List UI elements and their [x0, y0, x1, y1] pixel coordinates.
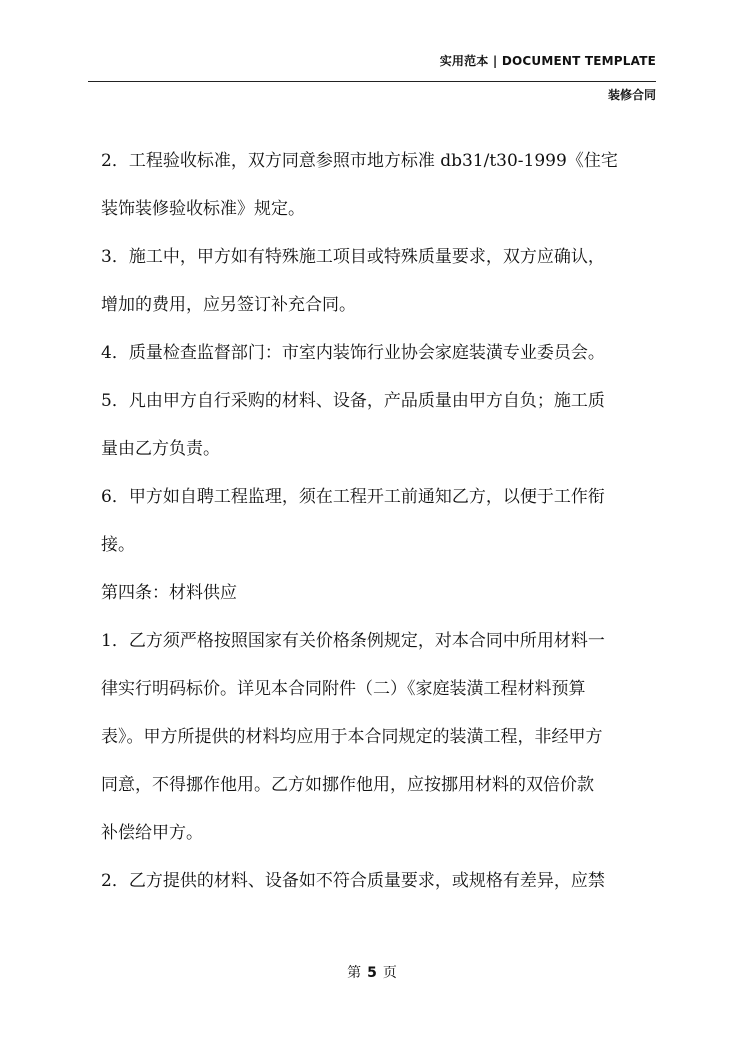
- footer-prefix: 第: [347, 965, 362, 981]
- body-line: 6．甲方如自聘工程监理，须在工程开工前通知乙方，以便于工作衔: [101, 487, 605, 507]
- body-line: 2．工程验收标准，双方同意参照市地方标准 db31/t30-1999《住宅: [101, 151, 618, 171]
- header-divider: [88, 81, 656, 82]
- footer-suffix: 页: [382, 965, 397, 981]
- body-line: 同意，不得挪作他用。乙方如挪作他用，应按挪用材料的双倍价款: [101, 775, 594, 795]
- body-line: 3．施工中，甲方如有特殊施工项目或特殊质量要求，双方应确认，: [101, 247, 605, 267]
- body-line: 量由乙方负责。: [101, 439, 220, 459]
- page-number: 5: [367, 965, 377, 981]
- body-line: 增加的费用，应另签订补充合同。: [101, 295, 356, 315]
- body-line: 5．凡由甲方自行采购的材料、设备，产品质量由甲方自负；施工质: [101, 391, 605, 411]
- body-line: 1．乙方须严格按照国家有关价格条例规定，对本合同中所用材料一: [101, 631, 605, 651]
- body-line: 补偿给甲方。: [101, 823, 203, 843]
- document-body: [101, 137, 657, 905]
- body-line: 装饰装修验收标准》规定。: [101, 199, 305, 219]
- header-title: 实用范本 | DOCUMENT TEMPLATE: [439, 54, 656, 68]
- body-line: 2．乙方提供的材料、设备如不符合质量要求，或规格有差异，应禁: [101, 871, 605, 891]
- body-line: 律实行明码标价。详见本合同附件（二）《家庭装潢工程材料预算: [101, 679, 586, 699]
- body-line: 接。: [101, 535, 135, 555]
- section-heading: 第四条：材料供应: [101, 583, 237, 603]
- page-footer: [0, 962, 744, 982]
- body-line: 4．质量检查监督部门：市室内装饰行业协会家庭装潢专业委员会。: [101, 343, 605, 363]
- header-subtitle: 装修合同: [607, 88, 656, 102]
- body-line: 表》。甲方所提供的材料均应用于本合同规定的装潢工程，非经甲方: [101, 727, 603, 747]
